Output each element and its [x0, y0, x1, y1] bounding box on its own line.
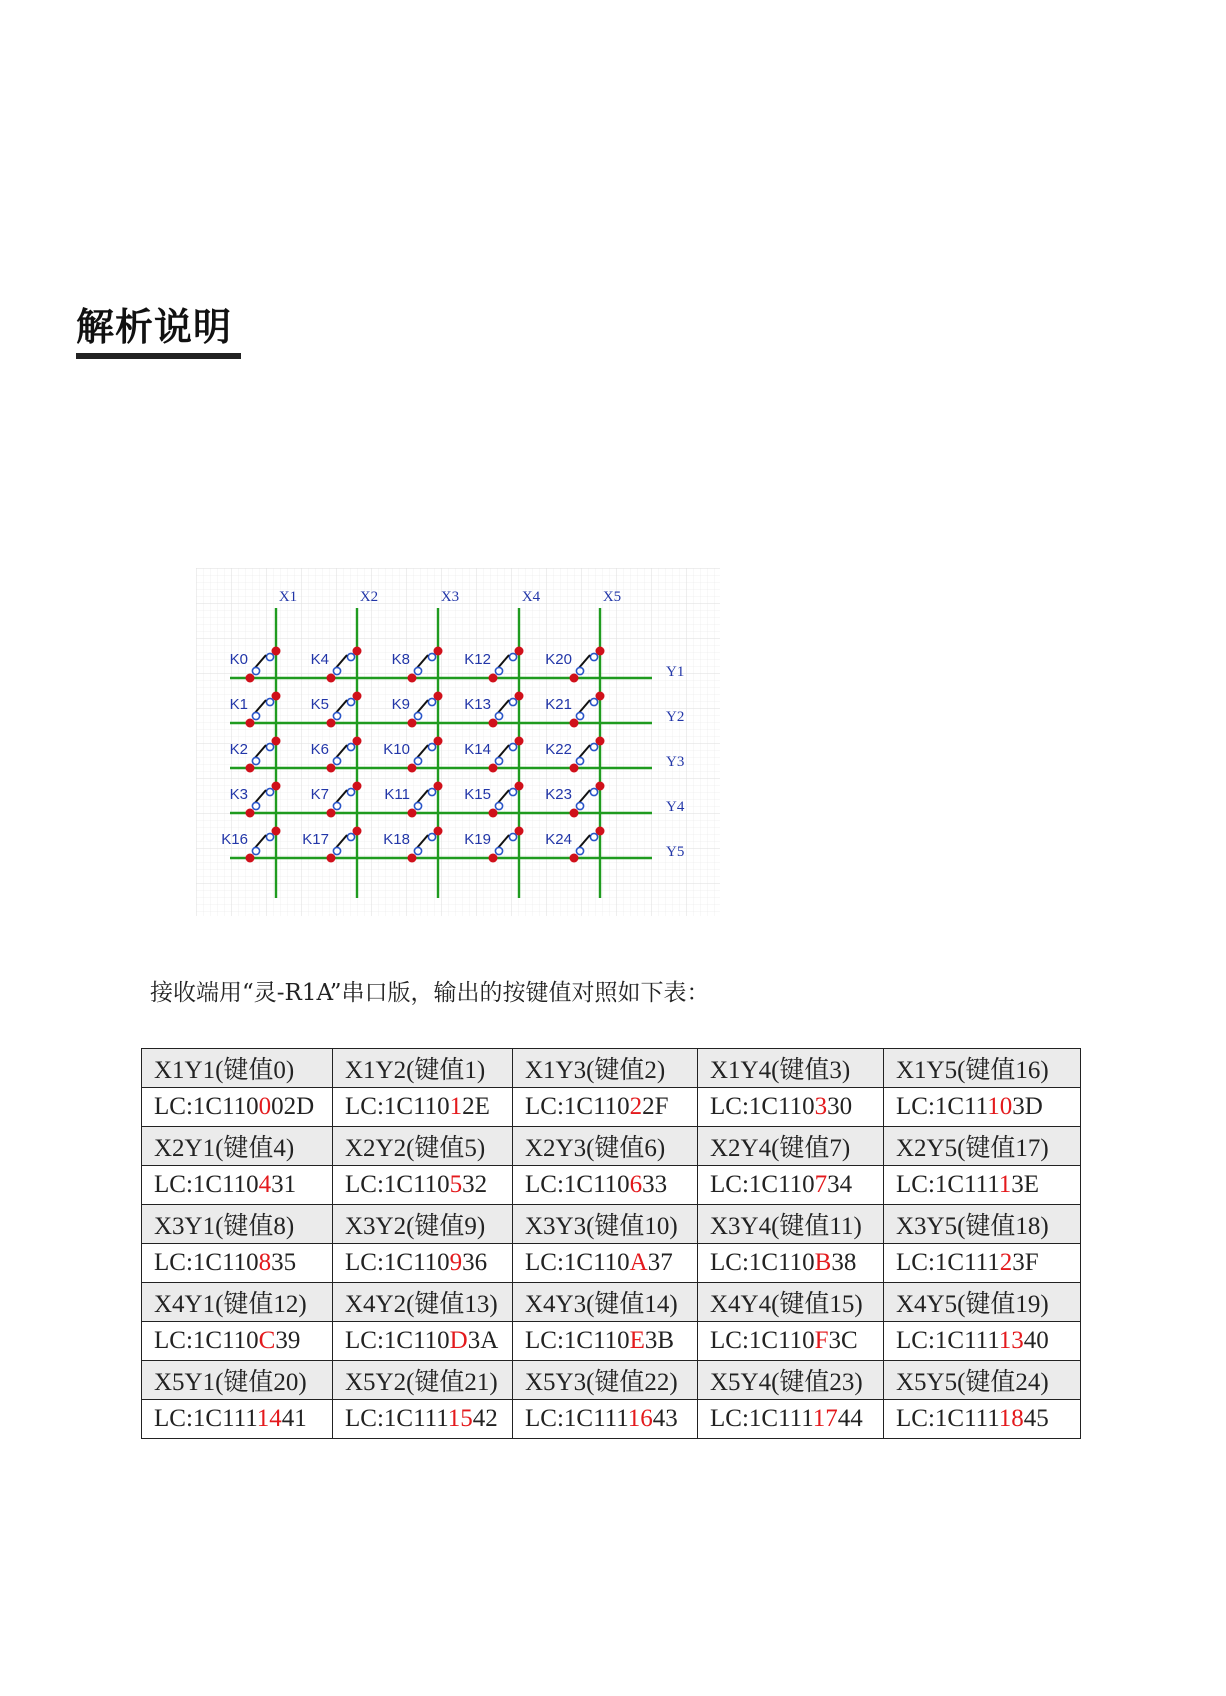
contact-ring — [495, 712, 502, 719]
contact-ring — [347, 788, 354, 795]
code-text: 2F — [642, 1093, 669, 1120]
key-position-cell: X4Y4(键值15) — [698, 1283, 884, 1322]
key-label: K18 — [383, 831, 410, 848]
code-highlight: 3 — [814, 1093, 828, 1120]
section-heading: 解析说明 — [76, 305, 233, 349]
code-text: LC:1C110 — [710, 1327, 815, 1354]
key-position-cell: X2Y4(键值7) — [698, 1127, 884, 1166]
contact-ring — [333, 712, 340, 719]
key-position-cell: X5Y2(键值21) — [333, 1361, 513, 1400]
contact-ring — [347, 698, 354, 705]
key-code-cell — [884, 1088, 1081, 1127]
code-text: LC:1C111 — [896, 1249, 1000, 1276]
key-position-cell: X5Y4(键值23) — [698, 1361, 884, 1400]
key-label: K7 — [310, 786, 329, 803]
column-label: X2 — [359, 589, 379, 605]
code-text: 39 — [275, 1327, 301, 1354]
code-text: LC:1C110 — [345, 1093, 450, 1120]
table-label-row — [142, 1283, 1081, 1322]
key-code-cell — [698, 1400, 884, 1439]
key-code-cell — [333, 1400, 513, 1439]
contact-ring — [266, 698, 273, 705]
contact-ring — [266, 788, 273, 795]
code-text: 3B — [644, 1327, 675, 1354]
code-highlight: F — [814, 1327, 829, 1354]
row-label: Y5 — [666, 844, 685, 860]
contact-ring — [576, 712, 583, 719]
key-value-table — [141, 1048, 1081, 1439]
key-position-cell: X4Y2(键值13) — [333, 1283, 513, 1322]
contact-ring — [509, 698, 516, 705]
code-text: LC:1C111 — [525, 1405, 628, 1432]
contact-ring — [590, 653, 597, 660]
code-text: LC:1C110 — [154, 1093, 259, 1120]
table-label-row — [142, 1205, 1081, 1244]
code-text: LC:1C111 — [896, 1171, 999, 1198]
code-text: LC:1C110 — [710, 1171, 815, 1198]
key-code-cell — [884, 1166, 1081, 1205]
contact-ring — [252, 667, 259, 674]
contact-ring — [576, 667, 583, 674]
table-label-row — [142, 1127, 1081, 1166]
code-text: 45 — [1023, 1405, 1049, 1432]
junction-dot — [327, 854, 336, 863]
key-position-cell: X3Y4(键值11) — [698, 1205, 884, 1244]
code-text: 3E — [1011, 1171, 1040, 1198]
junction-dot — [489, 854, 498, 863]
junction-dot — [246, 854, 255, 863]
junction-dot — [327, 764, 336, 773]
junction-dot — [570, 854, 579, 863]
code-text: 37 — [647, 1249, 673, 1276]
code-text: LC:1C110 — [525, 1171, 630, 1198]
code-text: LC:1C111 — [896, 1405, 999, 1432]
key-position-cell: X1Y5(键值16) — [884, 1049, 1081, 1088]
contact-ring — [495, 757, 502, 764]
key-label: K14 — [464, 741, 491, 758]
key-position-cell: X4Y1(键值12) — [142, 1283, 333, 1322]
table-label-row — [142, 1049, 1081, 1088]
key-code-cell — [698, 1166, 884, 1205]
column-label: X4 — [521, 589, 541, 605]
contact-ring — [495, 802, 502, 809]
table-code-row — [142, 1088, 1081, 1127]
key-label: K19 — [464, 831, 491, 848]
junction-dot — [489, 809, 498, 818]
contact-ring — [428, 698, 435, 705]
code-text: 34 — [827, 1171, 853, 1198]
contact-ring — [252, 757, 259, 764]
code-text: LC:1C111 — [154, 1405, 257, 1432]
junction-dot — [246, 674, 255, 683]
key-position-cell: X5Y3(键值22) — [513, 1361, 698, 1400]
contact-ring — [347, 743, 354, 750]
junction-dot — [246, 719, 255, 728]
code-text: 31 — [271, 1171, 297, 1198]
code-text: 42 — [472, 1405, 498, 1432]
key-code-cell — [513, 1400, 698, 1439]
junction-dot — [570, 809, 579, 818]
key-label: K3 — [229, 786, 248, 803]
junction-dot — [408, 719, 417, 728]
junction-dot — [570, 764, 579, 773]
code-highlight: 17 — [812, 1405, 838, 1432]
key-label: K15 — [464, 786, 491, 803]
code-highlight: 16 — [627, 1405, 653, 1432]
code-highlight: 9 — [449, 1249, 463, 1276]
contact-ring — [252, 712, 259, 719]
code-text: LC:1C110 — [154, 1171, 259, 1198]
key-position-cell: X2Y2(键值5) — [333, 1127, 513, 1166]
contact-ring — [414, 847, 421, 854]
code-highlight: 18 — [998, 1405, 1024, 1432]
contact-ring — [590, 788, 597, 795]
code-text: LC:1C110 — [345, 1171, 450, 1198]
code-text: LC:1C110 — [525, 1249, 630, 1276]
code-text: 36 — [462, 1249, 488, 1276]
contact-ring — [414, 802, 421, 809]
key-code-cell — [513, 1322, 698, 1361]
key-position-cell: X2Y5(键值17) — [884, 1127, 1081, 1166]
code-text: 2E — [462, 1093, 490, 1120]
key-code-cell — [142, 1322, 333, 1361]
code-text: 38 — [831, 1249, 857, 1276]
contact-ring — [252, 847, 259, 854]
table-code-row — [142, 1322, 1081, 1361]
column-label: X5 — [602, 589, 622, 605]
code-highlight: 1 — [449, 1093, 463, 1120]
code-text: LC:1C110 — [525, 1327, 630, 1354]
key-code-cell — [513, 1244, 698, 1283]
row-label: Y1 — [666, 664, 685, 680]
key-label: K2 — [229, 741, 248, 758]
junction-dot — [489, 719, 498, 728]
key-code-cell — [698, 1244, 884, 1283]
key-position-cell: X3Y2(键值9) — [333, 1205, 513, 1244]
code-text: 44 — [837, 1405, 863, 1432]
contact-ring — [495, 847, 502, 854]
junction-dot — [327, 674, 336, 683]
junction-dot — [246, 764, 255, 773]
contact-ring — [428, 788, 435, 795]
key-label: K21 — [545, 696, 572, 713]
key-code-cell — [142, 1166, 333, 1205]
key-code-cell — [513, 1166, 698, 1205]
key-position-cell: X4Y3(键值14) — [513, 1283, 698, 1322]
code-text: 35 — [271, 1249, 297, 1276]
column-label: X1 — [278, 589, 298, 605]
junction-dot — [408, 854, 417, 863]
code-highlight: 6 — [629, 1171, 643, 1198]
key-position-cell: X3Y5(键值18) — [884, 1205, 1081, 1244]
code-text: LC:1C110 — [154, 1327, 259, 1354]
key-label: K4 — [310, 651, 329, 668]
key-code-cell — [333, 1322, 513, 1361]
code-highlight: 15 — [447, 1405, 473, 1432]
row-label: Y3 — [666, 754, 685, 770]
row-label: Y2 — [666, 709, 685, 725]
key-label: K11 — [384, 786, 410, 803]
junction-dot — [408, 764, 417, 773]
junction-dot — [489, 674, 498, 683]
junction-dot — [408, 674, 417, 683]
contact-ring — [266, 653, 273, 660]
code-highlight: 7 — [814, 1171, 828, 1198]
contact-ring — [414, 712, 421, 719]
contact-ring — [590, 833, 597, 840]
code-highlight: C — [258, 1327, 276, 1354]
key-code-cell — [142, 1244, 333, 1283]
code-text: 30 — [827, 1093, 853, 1120]
key-label: K10 — [383, 741, 410, 758]
heading-underline — [76, 353, 241, 359]
contact-ring — [428, 833, 435, 840]
table-code-row — [142, 1244, 1081, 1283]
key-code-cell — [698, 1322, 884, 1361]
code-highlight: 13 — [998, 1327, 1024, 1354]
code-highlight: 8 — [258, 1249, 272, 1276]
code-text: LC:1C110 — [710, 1249, 815, 1276]
column-label: X3 — [440, 589, 460, 605]
key-position-cell: X1Y4(键值3) — [698, 1049, 884, 1088]
key-position-cell: X1Y1(键值0) — [142, 1049, 333, 1088]
key-label: K8 — [391, 651, 410, 668]
key-code-cell — [884, 1244, 1081, 1283]
key-code-cell — [142, 1088, 333, 1127]
contact-ring — [333, 847, 340, 854]
key-label: K16 — [221, 831, 248, 848]
key-label: K12 — [464, 651, 491, 668]
code-highlight: 1 — [998, 1171, 1012, 1198]
contact-ring — [333, 667, 340, 674]
key-position-cell: X2Y3(键值6) — [513, 1127, 698, 1166]
key-label: K17 — [302, 831, 329, 848]
code-highlight: 5 — [449, 1171, 463, 1198]
contact-ring — [509, 653, 516, 660]
code-text: LC:1C110 — [154, 1249, 259, 1276]
contact-ring — [428, 743, 435, 750]
code-text: 3D — [1012, 1093, 1043, 1120]
key-position-cell: X5Y1(键值20) — [142, 1361, 333, 1400]
code-text: 33 — [642, 1171, 668, 1198]
code-text: LC:1C111 — [345, 1405, 448, 1432]
code-text: 3F — [1012, 1249, 1039, 1276]
contact-ring — [576, 757, 583, 764]
code-highlight: E — [629, 1327, 645, 1354]
code-highlight: 10 — [987, 1093, 1013, 1120]
key-label: K0 — [229, 651, 248, 668]
contact-ring — [266, 743, 273, 750]
key-matrix-diagram — [196, 568, 720, 916]
contact-ring — [495, 667, 502, 674]
key-label: K23 — [545, 786, 572, 803]
code-highlight: A — [629, 1249, 648, 1276]
contact-ring — [509, 743, 516, 750]
code-text: 3C — [828, 1327, 858, 1354]
code-highlight: B — [814, 1249, 832, 1276]
code-text: 02D — [271, 1093, 315, 1120]
code-text: LC:1C111 — [896, 1327, 999, 1354]
contact-ring — [590, 698, 597, 705]
code-highlight: 4 — [258, 1171, 272, 1198]
table-label-row — [142, 1361, 1081, 1400]
code-text: 41 — [281, 1405, 307, 1432]
table-code-row — [142, 1166, 1081, 1205]
contact-ring — [266, 833, 273, 840]
junction-dot — [327, 809, 336, 818]
contact-ring — [414, 667, 421, 674]
key-position-cell: X3Y1(键值8) — [142, 1205, 333, 1244]
code-highlight: 2 — [629, 1093, 643, 1120]
junction-dot — [408, 809, 417, 818]
code-text: LC:1C110 — [525, 1093, 630, 1120]
contact-ring — [576, 847, 583, 854]
key-position-cell: X1Y2(键值1) — [333, 1049, 513, 1088]
key-label: K20 — [545, 651, 572, 668]
code-text: 3A — [467, 1327, 499, 1354]
row-label: Y4 — [666, 799, 685, 815]
contact-ring — [347, 653, 354, 660]
key-code-cell — [698, 1088, 884, 1127]
key-label: K13 — [464, 696, 491, 713]
key-label: K5 — [310, 696, 329, 713]
key-code-cell — [884, 1322, 1081, 1361]
contact-ring — [428, 653, 435, 660]
key-code-cell — [884, 1400, 1081, 1439]
contact-ring — [347, 833, 354, 840]
code-highlight: 2 — [999, 1249, 1013, 1276]
junction-dot — [570, 674, 579, 683]
table-code-row — [142, 1400, 1081, 1439]
key-code-cell — [333, 1244, 513, 1283]
contact-ring — [590, 743, 597, 750]
key-label: K6 — [310, 741, 329, 758]
code-text: LC:1C111 — [710, 1405, 813, 1432]
code-text: LC:1C110 — [710, 1093, 815, 1120]
contact-ring — [576, 802, 583, 809]
code-text: 40 — [1023, 1327, 1049, 1354]
code-text: LC:1C110 — [345, 1327, 450, 1354]
code-text: 32 — [462, 1171, 488, 1198]
code-highlight: D — [449, 1327, 468, 1354]
key-code-cell — [333, 1166, 513, 1205]
code-text: LC:1C11 — [896, 1093, 988, 1120]
junction-dot — [246, 809, 255, 818]
key-code-cell — [333, 1088, 513, 1127]
key-position-cell: X4Y5(键值19) — [884, 1283, 1081, 1322]
code-highlight: 14 — [256, 1405, 282, 1432]
junction-dot — [570, 719, 579, 728]
key-position-cell: X2Y1(键值4) — [142, 1127, 333, 1166]
contact-ring — [509, 788, 516, 795]
contact-ring — [333, 757, 340, 764]
contact-ring — [509, 833, 516, 840]
key-label: K1 — [229, 696, 248, 713]
contact-ring — [333, 802, 340, 809]
key-position-cell: X5Y5(键值24) — [884, 1361, 1081, 1400]
code-text: 43 — [652, 1405, 678, 1432]
key-label: K9 — [391, 696, 410, 713]
key-code-cell — [513, 1088, 698, 1127]
key-code-cell — [142, 1400, 333, 1439]
code-highlight: 0 — [258, 1093, 272, 1120]
key-position-cell: X3Y3(键值10) — [513, 1205, 698, 1244]
junction-dot — [327, 719, 336, 728]
contact-ring — [252, 802, 259, 809]
intro-text: 接收端用“灵-R1A”串口版，输出的按键值对照如下表： — [150, 980, 710, 1006]
key-label: K24 — [545, 831, 572, 848]
contact-ring — [414, 757, 421, 764]
junction-dot — [489, 764, 498, 773]
key-label: K22 — [545, 741, 572, 758]
key-position-cell: X1Y3(键值2) — [513, 1049, 698, 1088]
code-text: LC:1C110 — [345, 1249, 450, 1276]
